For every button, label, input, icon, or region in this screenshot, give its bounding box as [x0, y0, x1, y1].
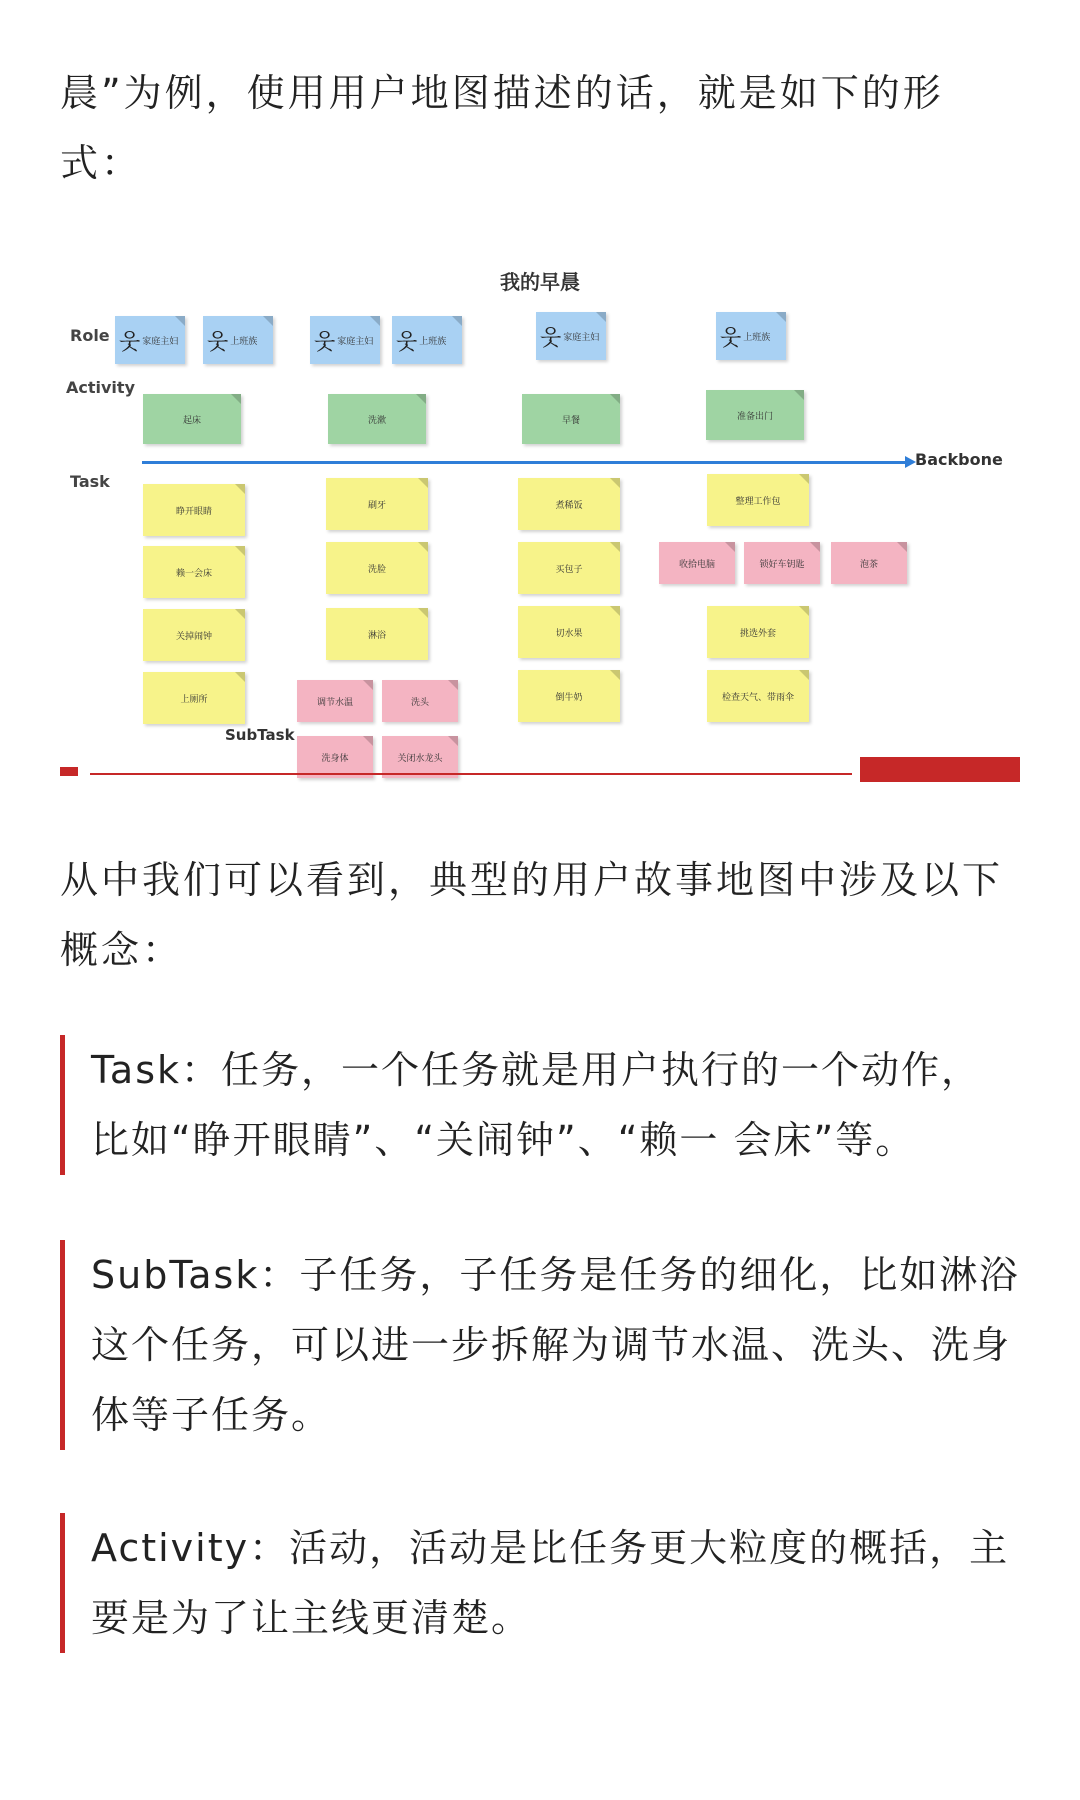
footer-accent-right [860, 757, 1020, 782]
task-note: 赖一会床 [143, 546, 245, 598]
task-note: 买包子 [518, 542, 620, 594]
subtask-note: 锁好车钥匙 [744, 542, 820, 584]
subtask-note: 洗身体 [297, 736, 373, 778]
row-label-role: Role [70, 326, 110, 345]
person-icon: 웃 [119, 329, 141, 355]
task-note: 睁开眼睛 [143, 484, 245, 536]
row-label-subtask: SubTask [225, 726, 295, 744]
backbone-arrow [142, 461, 906, 464]
role-note [310, 316, 380, 364]
person-icon: 웃 [540, 325, 562, 351]
concept-subtask: SubTask：子任务，子任务是任务的细化，比如淋浴这个任务，可以进一步拆解为调节水温、洗头、洗身体等子任务。 [60, 1240, 1020, 1450]
concept-activity: Activity：活动，活动是比任务更大粒度的概括，主要是为了让主线更清楚。 [60, 1513, 1020, 1653]
task-note: 刷牙 [326, 478, 428, 530]
person-icon: 웃 [396, 329, 418, 355]
subtask-note: 泡茶 [831, 542, 907, 584]
task-note: 切水果 [518, 606, 620, 658]
intro-paragraph: 晨”为例，使用用户地图描述的话，就是如下的形式： [60, 71, 944, 185]
subtask-note: 收拾电脑 [659, 542, 735, 584]
task-note: 上厕所 [143, 672, 245, 724]
role-note [115, 316, 185, 364]
role-note [392, 316, 462, 364]
task-note: 挑选外套 [707, 606, 809, 658]
activity-note: 准备出门 [706, 390, 804, 440]
task-note: 关掉闹钟 [143, 609, 245, 661]
activity-note: 起床 [143, 394, 241, 444]
concept-task: Task：任务，一个任务就是用户执行的一个动作，比如“睁开眼睛”、“关闹钟”、“赖一 会床”等。 [60, 1035, 1020, 1175]
user-story-map-diagram [60, 252, 1020, 787]
role-label: 上班族 [743, 332, 771, 343]
task-note: 煮稀饭 [518, 478, 620, 530]
task-note: 检查天气、带雨伞 [707, 670, 809, 722]
subtask-note: 调节水温 [297, 680, 373, 722]
activity-note: 洗漱 [328, 394, 426, 444]
role-label: 上班族 [230, 336, 258, 347]
task-note: 淋浴 [326, 608, 428, 660]
backbone-label: Backbone [915, 450, 1003, 469]
role-label: 家庭主妇 [142, 336, 179, 347]
task-note: 倒牛奶 [518, 670, 620, 722]
role-label: 家庭主妇 [563, 332, 600, 343]
diagram-title: 我的早晨 [500, 270, 580, 294]
role-note [536, 312, 606, 360]
row-label-activity: Activity [66, 378, 135, 397]
subtask-note: 洗头 [382, 680, 458, 722]
task-note: 整理工作包 [707, 474, 809, 526]
activity-note: 早餐 [522, 394, 620, 444]
role-label: 上班族 [419, 336, 447, 347]
role-label: 家庭主妇 [337, 336, 374, 347]
person-icon: 웃 [314, 329, 336, 355]
footer-divider [90, 773, 852, 775]
person-icon: 웃 [720, 325, 742, 351]
person-icon: 웃 [207, 329, 229, 355]
footer-accent-left [60, 767, 78, 776]
subtask-note: 关闭水龙头 [382, 736, 458, 778]
role-note [716, 312, 786, 360]
summary-paragraph: 从中我们可以看到，典型的用户故事地图中涉及以下概念： [60, 858, 1004, 972]
role-note [203, 316, 273, 364]
task-note: 洗脸 [326, 542, 428, 594]
row-label-task: Task [70, 472, 110, 491]
